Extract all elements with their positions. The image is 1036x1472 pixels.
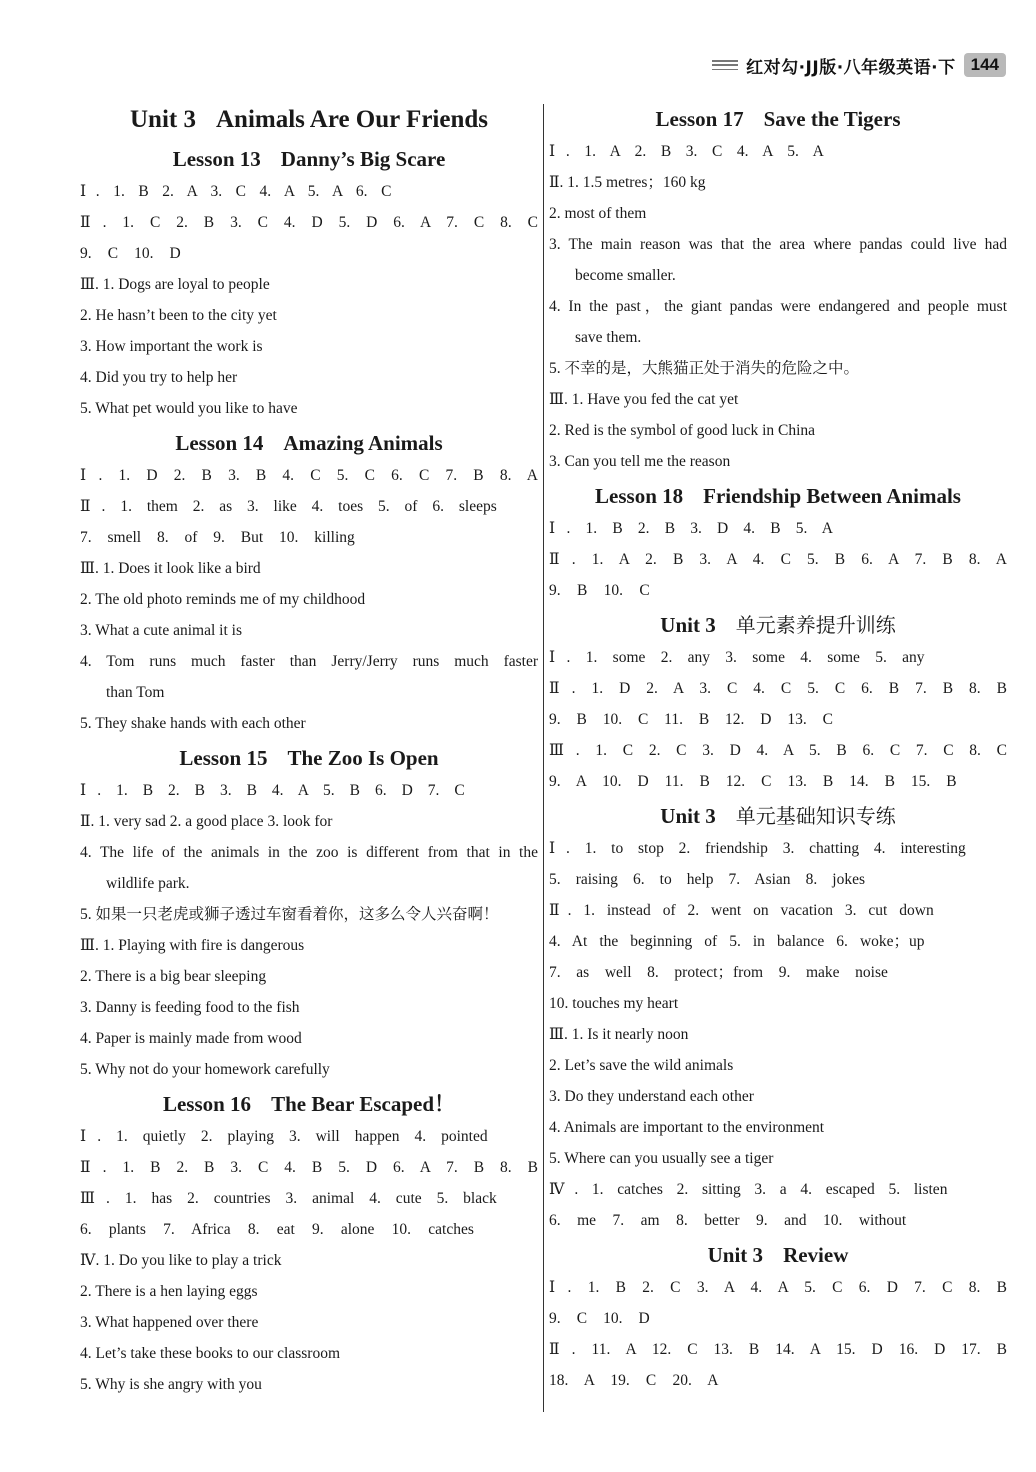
answer-line: wildlife park.	[106, 875, 190, 892]
answer-line: Ⅱ. 11. A 12. C 13. B 14. A 15. D 16. D 17. B	[549, 1341, 1007, 1358]
lesson-heading	[80, 142, 538, 176]
answer-line: 2. most of them	[549, 205, 647, 222]
answer-line: 9. C 10. D	[549, 1310, 650, 1327]
answer-line: 4. At the beginning of 5. in balance 6. woke；up	[549, 933, 925, 950]
heading-title: Review	[783, 1243, 849, 1267]
answer-line: 2. Let’s save the wild animals	[549, 1057, 734, 1074]
lesson-heading	[80, 741, 538, 775]
heading-number: Unit 3	[660, 613, 716, 637]
answer-line: 4. The life of the animals in the zoo is different from that in the	[80, 844, 538, 861]
answer-line: Ⅱ. 1. A 2. B 3. A 4. C 5. B 6. A 7. B 8. A	[549, 551, 1007, 568]
answer-line: Ⅲ. 1. Dogs are loyal to people	[80, 276, 270, 293]
answer-line: 5. Where can you usually see a tiger	[549, 1150, 774, 1167]
answer-line: 4. Paper is mainly made from wood	[80, 1030, 302, 1047]
answer-line: 2. He hasn’t been to the city yet	[80, 307, 277, 324]
lesson-heading	[549, 479, 1007, 513]
answer-line: Ⅰ. 1. B 2. C 3. A 4. A 5. C 6. D 7. C 8. B	[549, 1279, 1007, 1296]
answer-line: 2. The old photo reminds me of my childhood	[80, 591, 366, 608]
answer-line: 2. There is a big bear sleeping	[80, 968, 267, 985]
answer-line: 6. me 7. am 8. better 9. and 10. without	[549, 1212, 907, 1229]
column-divider	[543, 104, 544, 1412]
answer-line: 7. smell 8. of 9. But 10. killing	[80, 529, 355, 546]
right-column	[549, 100, 1007, 1396]
answer-line: 9. A 10. D 11. B 12. C 13. B 14. B 15. B	[549, 773, 957, 790]
answer-line: 5. raising 6. to help 7. Asian 8. jokes	[549, 871, 866, 888]
lesson-heading	[80, 1087, 538, 1121]
page-header	[712, 50, 1006, 80]
answer-line: 3. Can you tell me the reason	[549, 453, 731, 470]
answer-line: 5. 不幸的是，大熊猫正处于消失的危险之中。	[549, 360, 860, 377]
heading-number: Lesson 13	[172, 147, 261, 171]
answer-line: Ⅱ. 1. instead of 2. went on vacation 3. cut down	[549, 902, 934, 919]
heading-number: Lesson 16	[162, 1092, 252, 1116]
answer-line: Ⅰ. 1. B 2. A 3. C 4. A 5. A 6. C	[80, 183, 392, 200]
answer-line: 2. There is a hen laying eggs	[80, 1283, 258, 1300]
answer-line: Ⅰ. 1. D 2. B 3. B 4. C 5. C 6. C 7. B 8. A	[80, 467, 538, 484]
answer-line: 3. How important the work is	[80, 338, 263, 355]
answer-line: Ⅲ. 1. Playing with fire is dangerous	[80, 937, 305, 954]
answer-line: Ⅰ. 1. quietly 2. playing 3. will happen 4. pointed	[80, 1128, 488, 1145]
lesson-heading	[549, 608, 1007, 642]
lesson-heading	[549, 1238, 1007, 1272]
answer-line: Ⅱ. 1. B 2. B 3. C 4. B 5. D 6. A 7. B 8. B	[80, 1159, 538, 1176]
answer-line: 3. The main reason was that the area where pandas could live had	[549, 236, 1007, 253]
answer-line: Ⅲ. 1. has 2. countries 3. animal 4. cute 5. black	[80, 1190, 497, 1207]
heading-number: Lesson 17	[655, 107, 744, 131]
answer-line: 18. A 19. C 20. A	[549, 1372, 719, 1389]
heading-number: Unit 3	[707, 1243, 764, 1267]
answer-line: 6. plants 7. Africa 8. eat 9. alone 10. catches	[80, 1221, 474, 1238]
answer-line: 9. B 10. C	[549, 582, 650, 599]
lesson-heading	[549, 799, 1007, 833]
answer-line: Ⅰ. 1. B 2. B 3. D 4. B 5. A	[549, 520, 833, 537]
heading-title: The Bear Escaped！	[271, 1092, 456, 1116]
heading-number: Lesson 14	[175, 431, 264, 455]
heading-title: Save the Tigers	[763, 107, 901, 131]
answer-line: 3. Danny is feeding food to the fish	[80, 999, 300, 1016]
answer-line: 3. What happened over there	[80, 1314, 259, 1331]
answer-line: Ⅳ. 1. catches 2. sitting 3. a 4. escaped 5. listen	[549, 1181, 948, 1198]
answer-line: Ⅲ. 1. C 2. C 3. D 4. A 5. B 6. C 7. C 8. C	[549, 742, 1007, 759]
answer-line: Ⅱ. 1. C 2. B 3. C 4. D 5. D 6. A 7. C 8. C	[80, 214, 538, 231]
answer-line: save them.	[575, 329, 642, 346]
answer-line: Ⅲ. 1. Have you fed the cat yet	[549, 391, 739, 408]
answer-line: 10. touches my heart	[549, 995, 679, 1012]
answer-line: 5. They shake hands with each other	[80, 715, 306, 732]
book-title: 红对勾·JJ版·八年级英语·下	[746, 57, 956, 78]
answer-line: than Tom	[106, 684, 165, 701]
answer-line: Ⅱ. 1. very sad 2. a good place 3. look for	[80, 813, 333, 830]
answer-line: Ⅲ. 1. Does it look like a bird	[80, 560, 261, 577]
answer-line: 3. What a cute animal it is	[80, 622, 242, 639]
answer-line: Ⅰ. 1. to stop 2. friendship 3. chatting 4. interesting	[549, 840, 966, 857]
heading-number: Lesson 15	[179, 746, 268, 770]
heading-title: The Zoo Is Open	[287, 746, 439, 770]
answer-line: 4. Animals are important to the environment	[549, 1119, 825, 1136]
answer-line: become smaller.	[575, 267, 676, 284]
answer-line: 3. Do they understand each other	[549, 1088, 754, 1105]
page-number: 144	[964, 53, 1006, 77]
heading-title: Danny’s Big Scare	[280, 147, 446, 171]
heading-number: Lesson 18	[595, 484, 684, 508]
answer-line: 4. Did you try to help her	[80, 369, 238, 386]
heading-number: Unit 3	[660, 804, 716, 828]
answer-line: 4. Tom runs much faster than Jerry/Jerry runs much faster	[80, 653, 538, 670]
answer-line: Ⅱ. 1. D 2. A 3. C 4. C 5. C 6. B 7. B 8. B	[549, 680, 1007, 697]
unit-title	[80, 100, 538, 140]
answer-line: Ⅰ. 1. B 2. B 3. B 4. A 5. B 6. D 7. C	[80, 782, 465, 799]
answer-line: 4. Let’s take these books to our classroom	[80, 1345, 341, 1362]
heading-title: Amazing Animals	[283, 431, 443, 455]
answer-line: Ⅰ. 1. some 2. any 3. some 4. some 5. any	[549, 649, 925, 666]
heading-title: Animals Are Our Friends	[215, 106, 488, 133]
answer-line: 5. Why not do your homework carefully	[80, 1061, 330, 1078]
answer-line: 9. B 10. C 11. B 12. D 13. C	[549, 711, 833, 728]
answer-line: 5. What pet would you like to have	[80, 400, 298, 417]
answer-line: Ⅲ. 1. Is it nearly noon	[549, 1026, 689, 1043]
answer-line: 4. In the past，the giant pandas were endangered and people must	[549, 298, 1007, 315]
left-column	[80, 100, 538, 1400]
lesson-heading	[80, 426, 538, 460]
answer-line: Ⅰ. 1. A 2. B 3. C 4. A 5. A	[549, 143, 824, 160]
answer-line: Ⅳ. 1. Do you like to play a trick	[80, 1252, 282, 1269]
answer-line: 9. C 10. D	[80, 245, 181, 262]
heading-title: Friendship Between Animals	[703, 484, 961, 508]
answer-line: 5. 如果一只老虎或狮子透过车窗看着你，这多么令人兴奋啊！	[80, 906, 499, 923]
heading-title: 单元素养提升训练	[735, 613, 896, 637]
answer-line: 5. Why is she angry with you	[80, 1376, 262, 1393]
answer-line: Ⅱ. 1. them 2. as 3. like 4. toes 5. of 6. sleeps	[80, 498, 497, 515]
header-lines-icon	[712, 60, 738, 70]
answer-line: Ⅱ. 1. 1.5 metres；160 kg	[549, 174, 706, 191]
lesson-heading	[549, 102, 1007, 136]
heading-title: 单元基础知识专练	[735, 804, 896, 828]
answer-line: 7. as well 8. protect；from 9. make noise	[549, 964, 888, 981]
heading-number: Unit 3	[130, 106, 196, 133]
answer-line: 2. Red is the symbol of good luck in China	[549, 422, 816, 439]
